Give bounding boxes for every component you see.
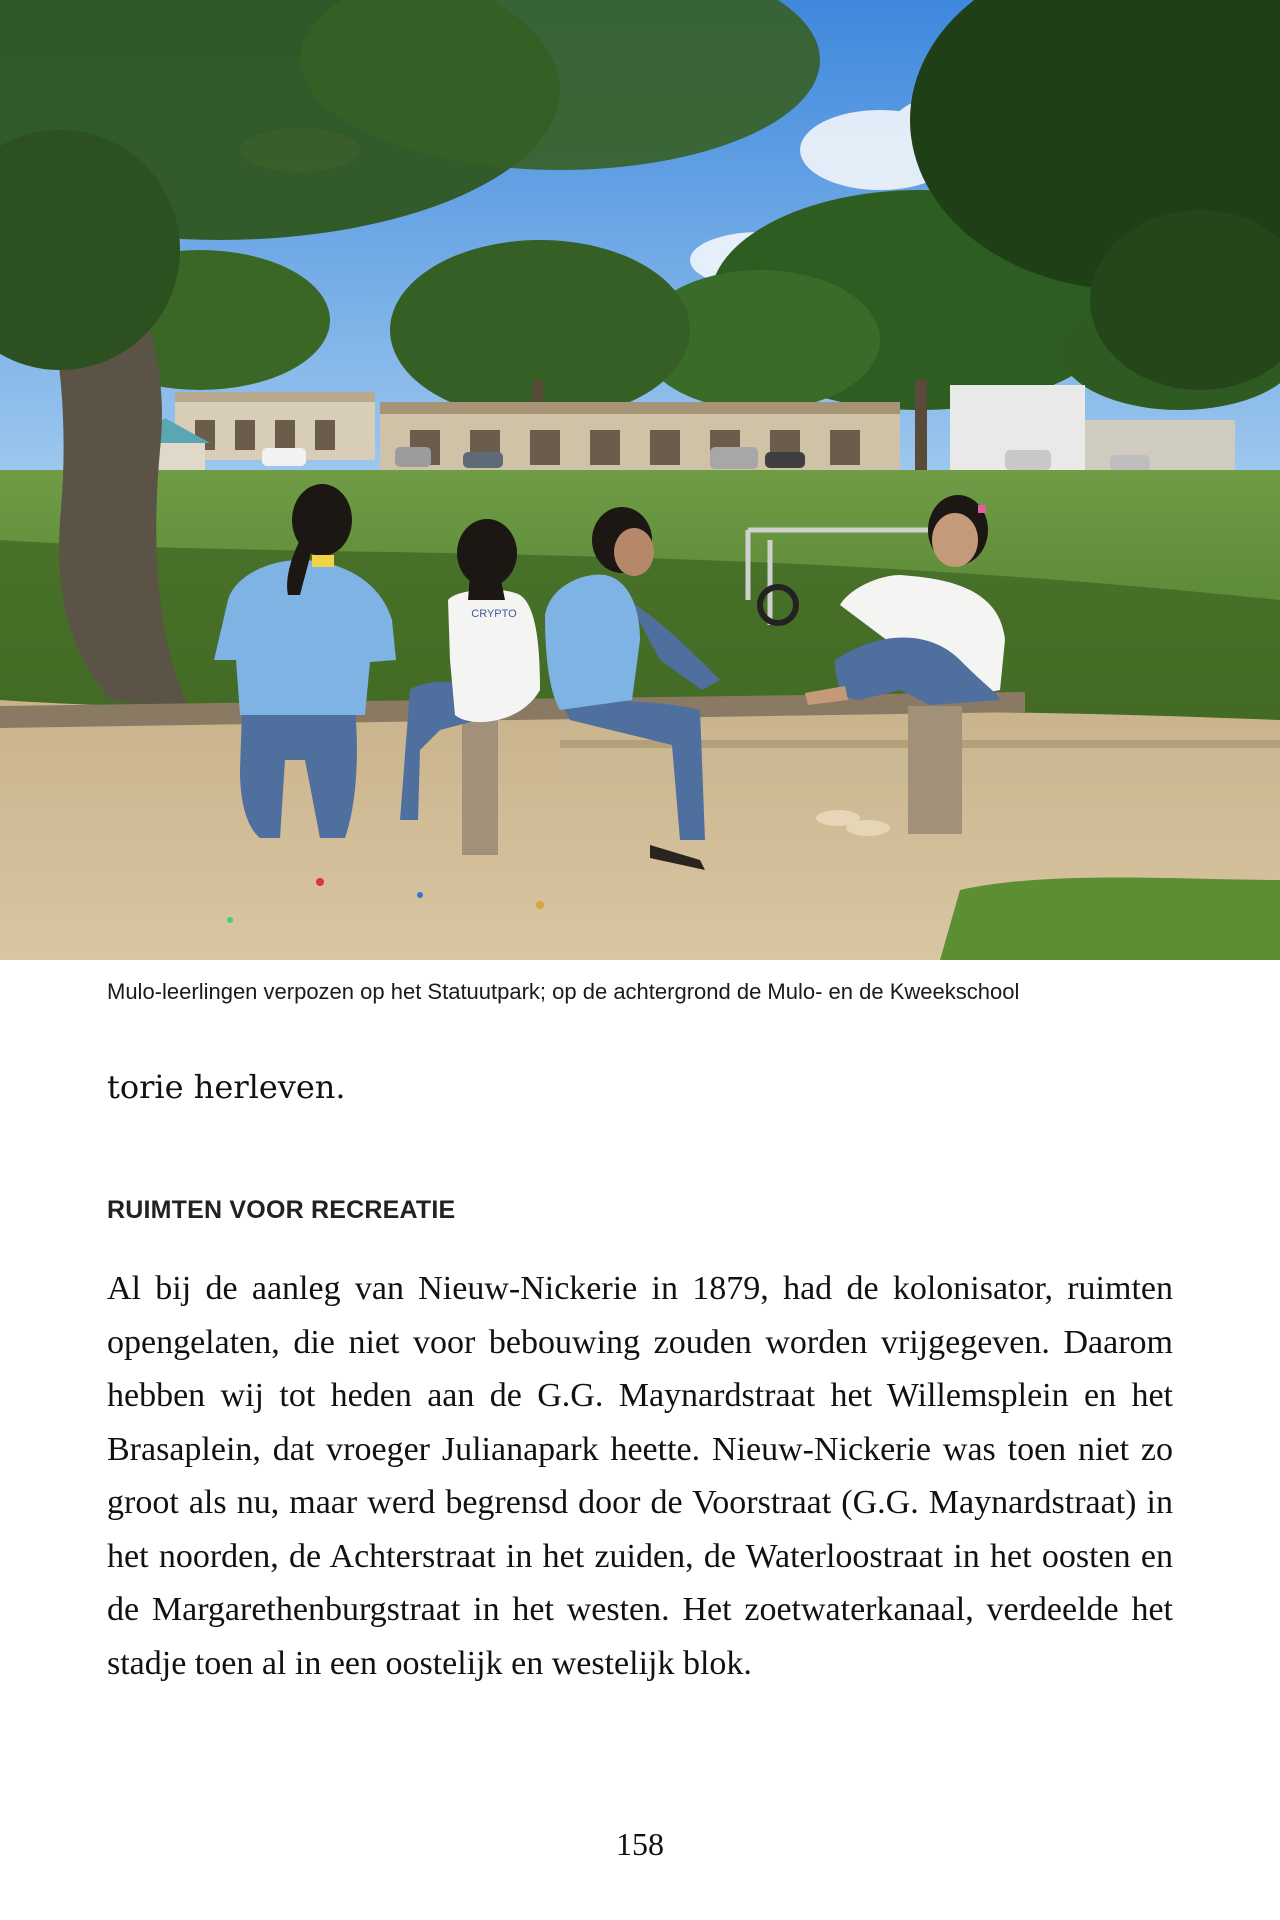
page-number: 158: [616, 1826, 664, 1862]
grass-patch: [940, 878, 1280, 961]
section-heading: RUIMTEN VOOR RECREATIE: [107, 1196, 456, 1224]
photo-caption: Mulo-leerlingen verpozen op het Statuutpark; op de achtergrond de Mulo- en de Kweekschool: [107, 979, 1020, 1004]
carry-over-text: torie herleven.: [107, 1068, 346, 1106]
body-paragraph: Al bij de aanleg van Nieuw-Nickerie in 1879, had de kolonisator, ruimten opengelaten, die niet voor bebouwing zouden worden vrijgegeven. Daarom hebben wij tot heden aan de G.G. Maynardstraat het Willemsplein en het Brasaplein, dat vroeger Julianapark heette. Nieuw-Nickerie was toen niet zo groot als nu, maar werd begrensd door de Voorstraat (G.G. Maynardstraat) in het noorden, de Achterstraat in het zuiden, de Waterloostraat in het oosten en de Margarethenburgstraat in het westen. Het zoetwaterkanaal, verdeelde het stadje toen al in een oostelijk en westelijk blok.: [107, 1270, 1173, 1682]
shirt-print: CRYPTO: [471, 608, 517, 620]
